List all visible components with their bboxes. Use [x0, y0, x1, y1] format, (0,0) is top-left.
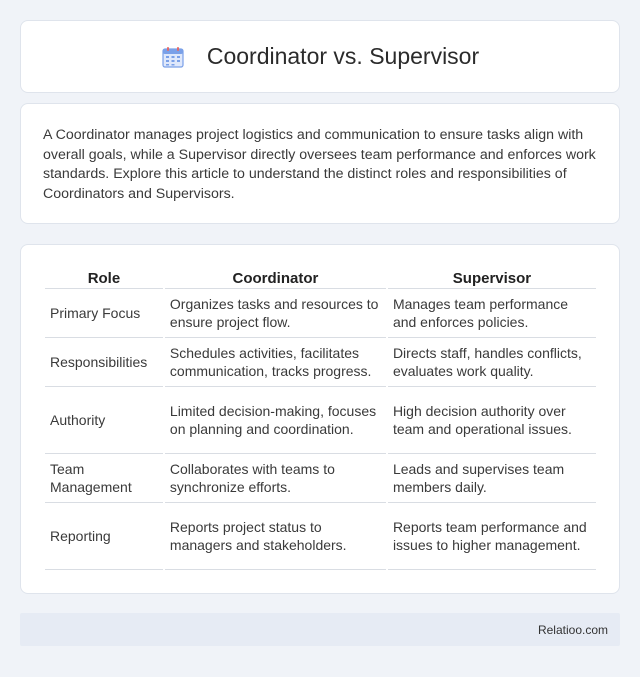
row-supervisor-cell: Manages team performance and enforces policies. — [388, 289, 596, 338]
row-role-cell: Team Management — [45, 454, 163, 503]
table-row — [45, 503, 596, 570]
table-row — [45, 338, 596, 387]
table-row — [45, 289, 596, 338]
row-role-cell: Primary Focus — [45, 289, 163, 338]
table-row — [45, 454, 596, 503]
row-supervisor-cell: Directs staff, handles conflicts, evaluates work quality. — [388, 338, 596, 387]
row-supervisor-cell: Reports team performance and issues to higher management. — [388, 503, 596, 570]
header-role: Role — [45, 267, 163, 289]
intro-card — [20, 103, 620, 224]
row-supervisor-cell: Leads and supervises team members daily. — [388, 454, 596, 503]
title-wrap — [161, 43, 479, 70]
table-header-row — [45, 267, 596, 289]
row-coordinator-cell: Organizes tasks and resources to ensure project flow. — [165, 289, 386, 338]
footer — [20, 613, 620, 646]
intro-paragraph: A Coordinator manages project logistics and communication to ensure tasks align with overall goals, while a Supervisor directly oversees team performance and enforces work standards. Explore this article to understand the distinct roles and responsibilities of Coordinators and Supervisors. — [43, 127, 596, 202]
footer-brand[interactable]: Relatioo.com — [537, 622, 608, 637]
page-title: Coordinator vs. Supervisor — [206, 43, 480, 69]
row-role-cell: Authority — [45, 387, 163, 454]
comparison-table — [43, 267, 598, 570]
calendar-icon — [161, 45, 185, 69]
row-role-cell: Reporting — [45, 503, 163, 570]
row-coordinator-cell: Reports project status to managers and stakeholders. — [165, 503, 386, 570]
row-coordinator-cell: Collaborates with teams to synchronize efforts. — [165, 454, 386, 503]
row-role-cell: Responsibilities — [45, 338, 163, 387]
row-coordinator-cell: Limited decision-making, focuses on planning and coordination. — [165, 387, 386, 454]
row-supervisor-cell: High decision authority over team and operational issues. — [388, 387, 596, 454]
row-coordinator-cell: Schedules activities, facilitates communication, tracks progress. — [165, 338, 386, 387]
header-coordinator: Coordinator — [165, 267, 386, 289]
header-supervisor: Supervisor — [388, 267, 596, 289]
title-card — [20, 20, 620, 93]
table-row — [45, 387, 596, 454]
table-card — [20, 244, 620, 594]
